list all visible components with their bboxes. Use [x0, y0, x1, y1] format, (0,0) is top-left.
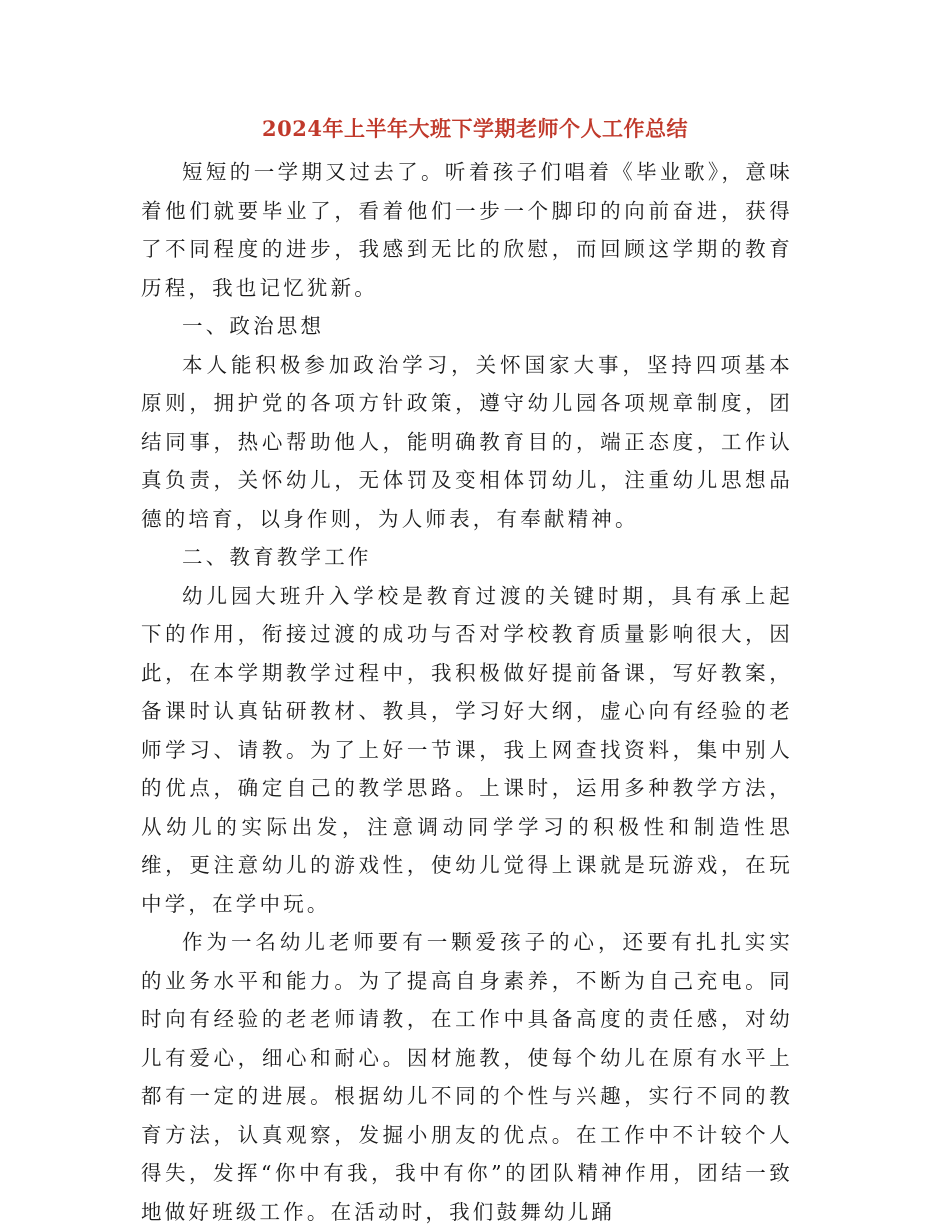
paragraph-teacher-qualities: 作为一名幼儿老师要有一颗爱孩子的心，还要有扎扎实实的业务水平和能力。为了提高自身素养，不断为自己充电。同时向有经验的老老师请教，在工作中具备高度的责任感，对幼儿有爱心，细心和耐心。因材施教，使每个幼儿在原有水平上都有一定的进展。根据幼儿不同的个性与兴趣，实行不同的教育方法，认真观察，发掘小朋友的优点。在工作中不计较个人得失，发挥“你中有我，我中有你”的团队精神作用，团结一致地做好班级工作。在活动时，我们鼓舞幼儿踊: [141, 930, 793, 1224]
paragraph-politics: 本人能积极参加政治学习，关怀国家大事，坚持四项基本原则，拥护党的各项方针政策，遵守幼儿园各项规章制度，团结同事，热心帮助他人，能明确教育目的，端正态度，工作认真负责，关怀幼儿，无体罚及变相体罚幼儿，注重幼儿思想品德的培育，以身作则，为人师表，有奉献精神。: [141, 352, 793, 531]
section-heading-politics: 一、政治思想: [182, 314, 325, 338]
document-title: 2024年上半年大班下学期老师个人工作总结: [262, 116, 688, 141]
paragraph-teaching: 幼儿园大班升入学校是教育过渡的关键时期，具有承上起下的作用，衔接过渡的成功与否对学校教育质量影响很大，因此，在本学期教学过程中，我积极做好提前备课，写好教案，备课时认真钻研教材、教具，学习好大纲，虚心向有经验的老师学习、请教。为了上好一节课，我上网查找资料，集中别人的优点，确定自己的教学思路。上课时，运用多种教学方法，从幼儿的实际出发，注意调动同学学习的积极性和制造性思维，更注意幼儿的游戏性，使幼儿觉得上课就是玩游戏，在玩中学，在学中玩。: [141, 583, 793, 916]
document-body: [141, 153, 793, 1231]
paragraph-intro: 短短的一学期又过去了。听着孩子们唱着《毕业歌》，意味着他们就要毕业了，看着他们一步一个脚印的向前奋进，获得了不同程度的进步，我感到无比的欣慰，而回顾这学期的教育历程，我也记忆犹新。: [141, 160, 793, 300]
section-heading-teaching: 二、教育教学工作: [182, 545, 372, 569]
